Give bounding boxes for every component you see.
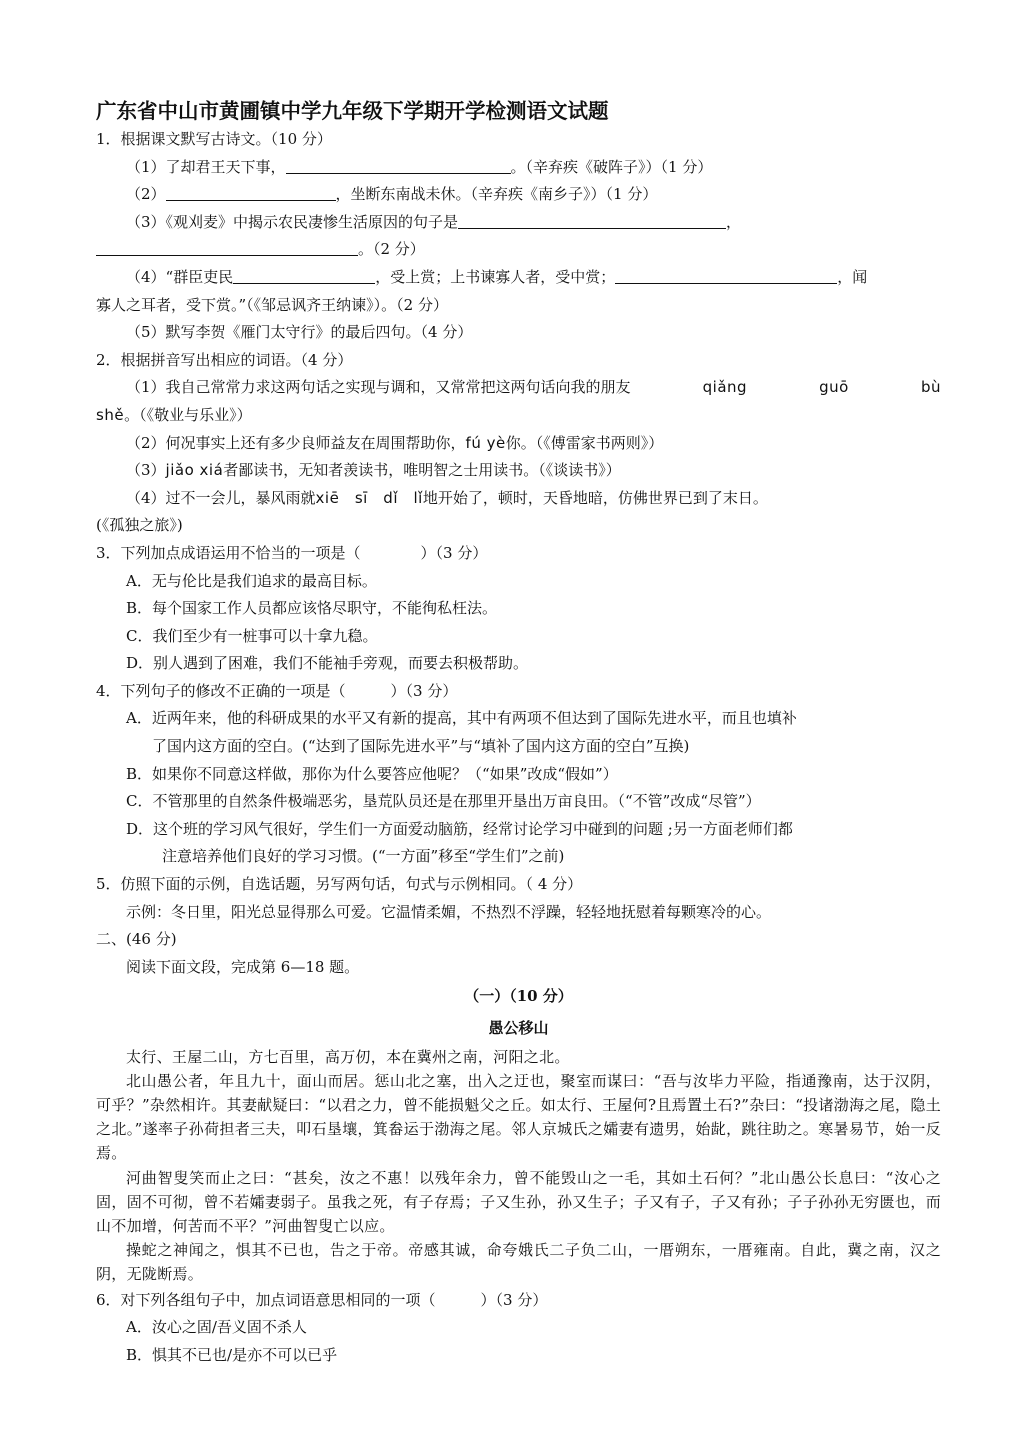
- q2-stem: 2．根据拼音写出相应的词语。（4 分）: [96, 350, 353, 369]
- q3-option-c[interactable]: C．我们至少有一桩事可以十拿九稳。: [126, 626, 378, 645]
- q6-option-a[interactable]: A．汝心之固/吾义固不杀人: [126, 1318, 307, 1337]
- section-one-heading: （一）（10 分）: [464, 987, 573, 1006]
- q6-stem: 6．对下列各组句子中，加点词语意思相同的一项（ ）（3 分）: [96, 1290, 548, 1309]
- q2-item-4: [96, 485, 941, 513]
- q2-pinyin: fú yè: [465, 433, 506, 452]
- q4-stem: 4．下列句子的修改不正确的一项是（ ）（3 分）: [96, 681, 458, 700]
- q1-item-4-text-a: （4）“群臣吏民: [126, 267, 234, 286]
- q1-stem: 1．根据课文默写古诗文。（10 分）: [96, 130, 332, 148]
- q1-item-2-number: （2）: [126, 185, 166, 204]
- q5-example: 示例：冬日里，阳光总显得那么可爱。它温情柔媚，不热烈不浮躁，轻轻地抚慰着每颗寒冷的心。: [126, 902, 772, 921]
- q2-pinyin: xiē sī dǐ lǐ: [315, 488, 423, 507]
- q2-item-4-text: （4）过不一会儿，暴风雨就: [126, 488, 316, 507]
- classical-passage: [96, 1045, 941, 1287]
- q2-item-2-text: （2）何况事实上还有多少良师益友在周围帮助你，: [126, 433, 466, 452]
- q2-pinyin: qiǎng: [702, 378, 748, 397]
- q1-item-4-text-b: ，受上赏；上书谏寡人者，受中赏；: [375, 267, 616, 286]
- answer-blank[interactable]: [615, 267, 837, 284]
- answer-blank[interactable]: [166, 184, 336, 201]
- q4-option-d[interactable]: D．这个班的学习风气很好，学生们一方面爱动脑筋，经常讨论学习中碰到的问题 ;另一方面老师们都: [126, 819, 793, 838]
- q2-item-1: [96, 374, 941, 402]
- q2-item-2-source: 你。（《傅雷家书两则》）: [505, 433, 664, 452]
- q4-option-a[interactable]: A．近两年来，他的科研成果的水平又有新的提高，其中有两项不但达到了国际先进水平，而且也填补: [126, 709, 797, 728]
- q1-item-3-cont: [96, 236, 941, 264]
- answer-blank[interactable]: [233, 267, 375, 284]
- q5-stem: 5．仿照下面的示例，自选话题，另写两句话，句式与示例相同。（ 4 分）: [96, 875, 583, 894]
- passage-paragraph-4: 操蛇之神闻之，惧其不已也，告之于帝。帝感其诚，命夸娥氏二子负二山，一厝朔东，一厝雍南。自此，冀之南，汉之阴，无陇断焉。: [96, 1241, 941, 1284]
- q2-item-2: [96, 430, 941, 458]
- q1-item-4-cont: 寡人之耳者，受下赏。”（《邹忌讽齐王纳谏》）。（2 分）: [96, 295, 448, 314]
- q2-item-3: [96, 457, 941, 485]
- q2-item-1-text: （1）我自己常常力求这两句话之实现与调和，又常常把这两句话向我的朋友: [126, 378, 631, 397]
- passage-title: 愚公移山: [488, 1019, 549, 1037]
- q1-item-4-text-c: ，闻: [837, 267, 868, 286]
- q1-item-3-comma: ，: [726, 212, 742, 231]
- q2-item-4-source: (《孤独之旅》): [96, 516, 183, 535]
- passage-paragraph-3: 河曲智叟笑而止之曰：“甚矣，汝之不惠！以残年余力，曾不能毁山之一毛，其如土石何？”北山愚公长息曰：“汝心之固，固不可彻，曾不若孀妻弱子。虽我之死，有子存焉；子又生孙，孙又生子；子又有子，子又有孙；子子孙孙无穷匮也，而山不加增，何苦而不平？”河曲智叟亡以应。: [96, 1168, 941, 1236]
- answer-blank[interactable]: [458, 212, 726, 229]
- q4-option-b[interactable]: B．如果你不同意这样做，那你为什么要答应他呢？（“如果”改成“假如”）: [126, 764, 618, 783]
- answer-blank[interactable]: [96, 239, 358, 256]
- answer-blank[interactable]: [286, 157, 511, 174]
- q4-option-d-cont: 注意培养他们良好的学习习惯。(“一方面”移至“学生们”之前): [162, 847, 565, 866]
- q2-item-1-cont: [96, 402, 941, 430]
- q2-item-4-text-b: 地开始了，顿时，天昏地暗，仿佛世界已到了末日。: [422, 488, 768, 507]
- part2-intro: 阅读下面文段，完成第 6—18 题。: [126, 957, 360, 976]
- q4-option-c[interactable]: C．不管那里的自然条件极端恶劣，垦荒队员还是在那里开垦出万亩良田。（“不管”改成“尽管”）: [126, 792, 761, 811]
- q1-item-3-text: （3）《观刈麦》中揭示农民凄惨生活原因的句子是: [126, 212, 459, 231]
- q3-option-b[interactable]: B．每个国家工作人员都应该恪尽职守，不能徇私枉法。: [126, 599, 498, 618]
- q3-stem: 3．下列加点成语运用不恰当的一项是（ ）（3 分）: [96, 543, 488, 562]
- q2-item-3-number: （3）: [126, 461, 166, 480]
- q1-item-2: [96, 181, 941, 209]
- q3-option-a[interactable]: A．无与伦比是我们追求的最高目标。: [126, 571, 377, 590]
- exam-title: 广东省中山市黄圃镇中学九年级下学期开学检测语文试题: [96, 99, 609, 123]
- q1-item-3-score: 。（2 分）: [358, 240, 425, 259]
- q2-pinyin: jiǎo xiá: [165, 461, 224, 480]
- q2-item-3-text: 者鄙读书，无知者羡读书，唯明智之士用读书。（《谈读书》）: [223, 461, 621, 480]
- q2-pinyin: guō: [819, 378, 849, 397]
- q1-item-4: [96, 264, 941, 292]
- part2-heading: 二、(46 分): [96, 930, 177, 949]
- passage-paragraph-2: 北山愚公者，年且九十，面山而居。惩山北之塞，出入之迂也，聚室而谋曰：“吾与汝毕力平险，指通豫南，达于汉阴，可乎？”杂然相许。其妻献疑曰：“以君之力，曾不能损魁父之丘。如太行、王屋何?且焉置土石?”杂曰：“投诸渤海之尾，隐土之北。”遂率子孙荷担者三夫，叩石垦壤，箕畚运于渤海之尾。邻人京城氏之孀妻有遗男，始龀，跳往助之。寒暑易节，始一反焉。: [96, 1071, 941, 1163]
- q1-item-1-source: 。（辛弃疾《破阵子》）（1 分）: [510, 157, 713, 176]
- exam-page: [96, 96, 941, 1369]
- q1-item-2-text: ，坐断东南战未休。（辛弃疾《南乡子》）（1 分）: [335, 185, 658, 204]
- q2-pinyin: bù: [920, 378, 941, 397]
- q1-item-1-text: （1）了却君王天下事，: [126, 157, 286, 176]
- q6-option-b[interactable]: B．惧其不已也/是亦不可以已乎: [126, 1345, 338, 1364]
- q4-option-a-cont: 了国内这方面的空白。(“达到了国际先进水平”与“填补了国内这方面的空白”互换): [152, 737, 690, 756]
- q2-pinyin: shě: [96, 405, 125, 424]
- q1-item-1: [96, 154, 941, 182]
- passage-paragraph-1: 太行、王屋二山，方七百里，高万仞，本在冀州之南，河阳之北。: [126, 1047, 570, 1066]
- q2-item-1-source: 。（《敬业与乐业》）: [124, 405, 252, 424]
- q1-item-5: （5）默写李贺《雁门太守行》的最后四句。（4 分）: [126, 323, 473, 342]
- q3-option-d[interactable]: D．别人遇到了困难，我们不能袖手旁观，而要去积极帮助。: [126, 654, 529, 673]
- q1-item-3: [96, 209, 941, 237]
